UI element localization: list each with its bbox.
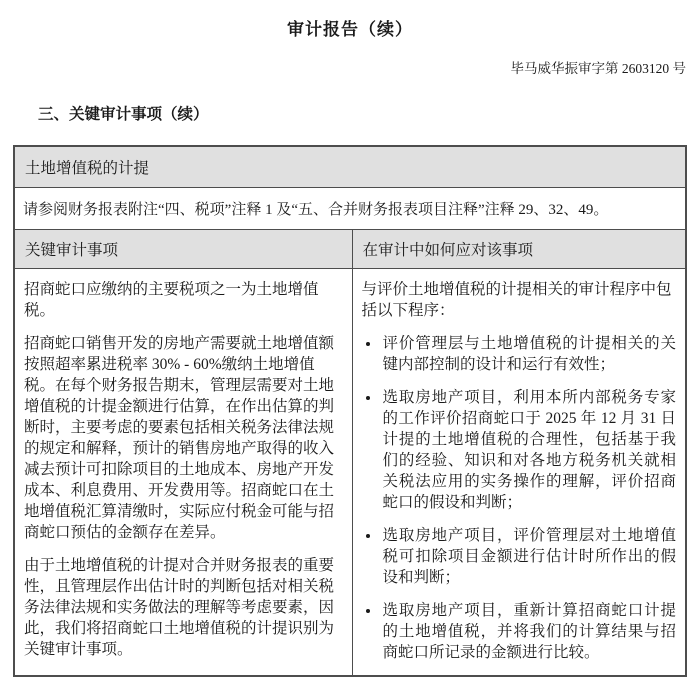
matter-title-cell: 土地增值税的计提 [14, 146, 686, 188]
audit-document-number: 毕马威华振审字第 2603120 号 [510, 61, 686, 76]
audit-response-cell [352, 269, 686, 677]
audit-response-bullet-2: • 选取房地产项目，利用本所内部税务专家的工作评价招商蛇口于 2025 年 12 月 31 日计提的土地增值税的合理性，包括基于我们的经验、知识和对各地方税务机关就相关税法应用的实务操作的理解，评价招商蛇口的假设和判断； [381, 387, 676, 513]
table-row-matter-title [14, 146, 686, 188]
reference-note-cell: 请参阅财务报表附注“四、税项”注释 1 及“五、合并财务报表项目注释”注释 29、32、49。 [14, 188, 686, 230]
kam-paragraph-2: 招商蛇口销售开发的房地产需要就土地增值额按照超率累进税率 30% - 60%缴纳土地增值税。在每个财务报告期末，管理层需要对土地增值税的计提金额进行估算，在作出估算的判断时，主要考虑的要素包括相关税务法律法规的规定和解释，预计的销售房地产取得的收入减去预计可扣除项目的土地成本、房地产开发成本、利息费用、开发费用等。招商蛇口在土地增值税汇算清缴时，实际应付税金可能与招商蛇口预估的金额存在差异。 [24, 335, 335, 541]
column-header-audit-response: 在审计中如何应对该事项 [352, 230, 686, 269]
audit-response-bullet-3: • 选取房地产项目，评价管理层对土地增值税可扣除项目金额进行估计时所作出的假设和判断； [381, 525, 676, 588]
table-row-column-headers [14, 230, 686, 269]
key-audit-matter-table [13, 145, 687, 677]
audit-response-bullet-1: • 评价管理层与土地增值税的计提相关的关键内部控制的设计和运行有效性； [381, 333, 676, 375]
column-header-key-audit-matter: 关键审计事项 [14, 230, 352, 269]
key-audit-matter-cell [14, 269, 352, 677]
table-row-content [14, 269, 686, 677]
audit-response-bullet-4: • 选取房地产项目，重新计算招商蛇口计提的土地增值税，并将我们的计算结果与招商蛇口所记录的金额进行比较。 [381, 600, 676, 663]
kam-paragraph-1: 招商蛇口应缴纳的主要税项之一为土地增值税。 [24, 281, 319, 319]
page-title: 审计报告（续） [287, 20, 413, 39]
audit-response-intro: 与评价土地增值税的计提相关的审计程序中包括以下程序： [361, 281, 672, 319]
audit-response-list [362, 333, 676, 663]
section-heading: 三、关键审计事项（续） [38, 106, 209, 123]
table-row-reference-note [14, 188, 686, 230]
kam-paragraph-3: 由于土地增值税的计提对合并财务报表的重要性，且管理层作出估计时的判断包括对相关税务法律法规和实务做法的理解等考虑要素，因此，我们将招商蛇口土地增值税的计提识别为关键审计事项。 [24, 557, 335, 658]
